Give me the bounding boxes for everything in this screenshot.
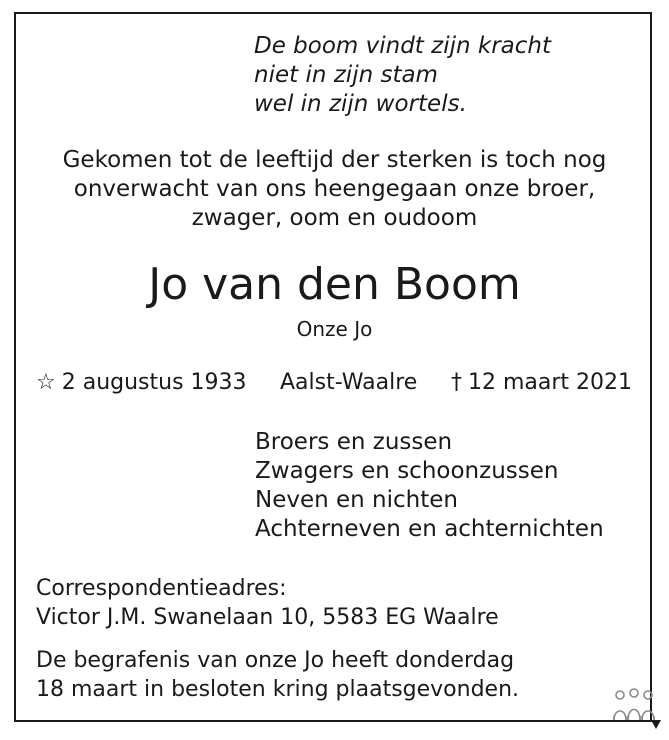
- death-date-group: [451, 368, 632, 398]
- family-line: Achterneven en achternichten: [255, 516, 604, 542]
- cross-icon: †: [450, 370, 462, 395]
- intro-text: [30, 146, 639, 233]
- correspondence-address: Victor J.M. Swanelaan 10, 5583 EG Waalre: [36, 605, 499, 630]
- triangle-down-icon: [651, 720, 661, 729]
- family-list: [255, 428, 604, 544]
- poem: [254, 32, 551, 119]
- correspondence: [36, 574, 499, 632]
- people-group-icon: [606, 686, 662, 732]
- family-line: Neven en nichten: [255, 487, 458, 513]
- star-icon: ☆: [36, 370, 56, 395]
- correspondence-label: Correspondentieadres:: [36, 576, 287, 601]
- poem-line: wel in zijn wortels.: [254, 91, 467, 117]
- birth-date-group: [36, 368, 247, 398]
- funeral-line: 18 maart in besloten kring plaatsgevonden.: [36, 677, 520, 702]
- poem-line: niet in zijn stam: [254, 62, 438, 88]
- poem-line: De boom vindt zijn kracht: [254, 33, 551, 59]
- intro-line: Gekomen tot de leeftijd der sterken is toch nog: [62, 147, 607, 173]
- intro-line: onverwacht van ons heengegaan onze broer,: [73, 176, 596, 202]
- birth-date: 2 augustus 1933: [61, 370, 247, 395]
- funeral-line: De begrafenis van onze Jo heeft donderdag: [36, 648, 515, 673]
- place: Aalst-Waalre: [280, 370, 418, 395]
- deceased-name: Jo van den Boom: [148, 259, 521, 310]
- deceased-nickname: Onze Jo: [296, 317, 373, 341]
- intro-line: zwager, oom en oudoom: [191, 205, 478, 231]
- family-line: Broers en zussen: [255, 429, 453, 455]
- family-line: Zwagers en schoonzussen: [255, 458, 559, 484]
- death-date: 12 maart 2021: [467, 370, 632, 395]
- funeral-notice: [36, 646, 519, 704]
